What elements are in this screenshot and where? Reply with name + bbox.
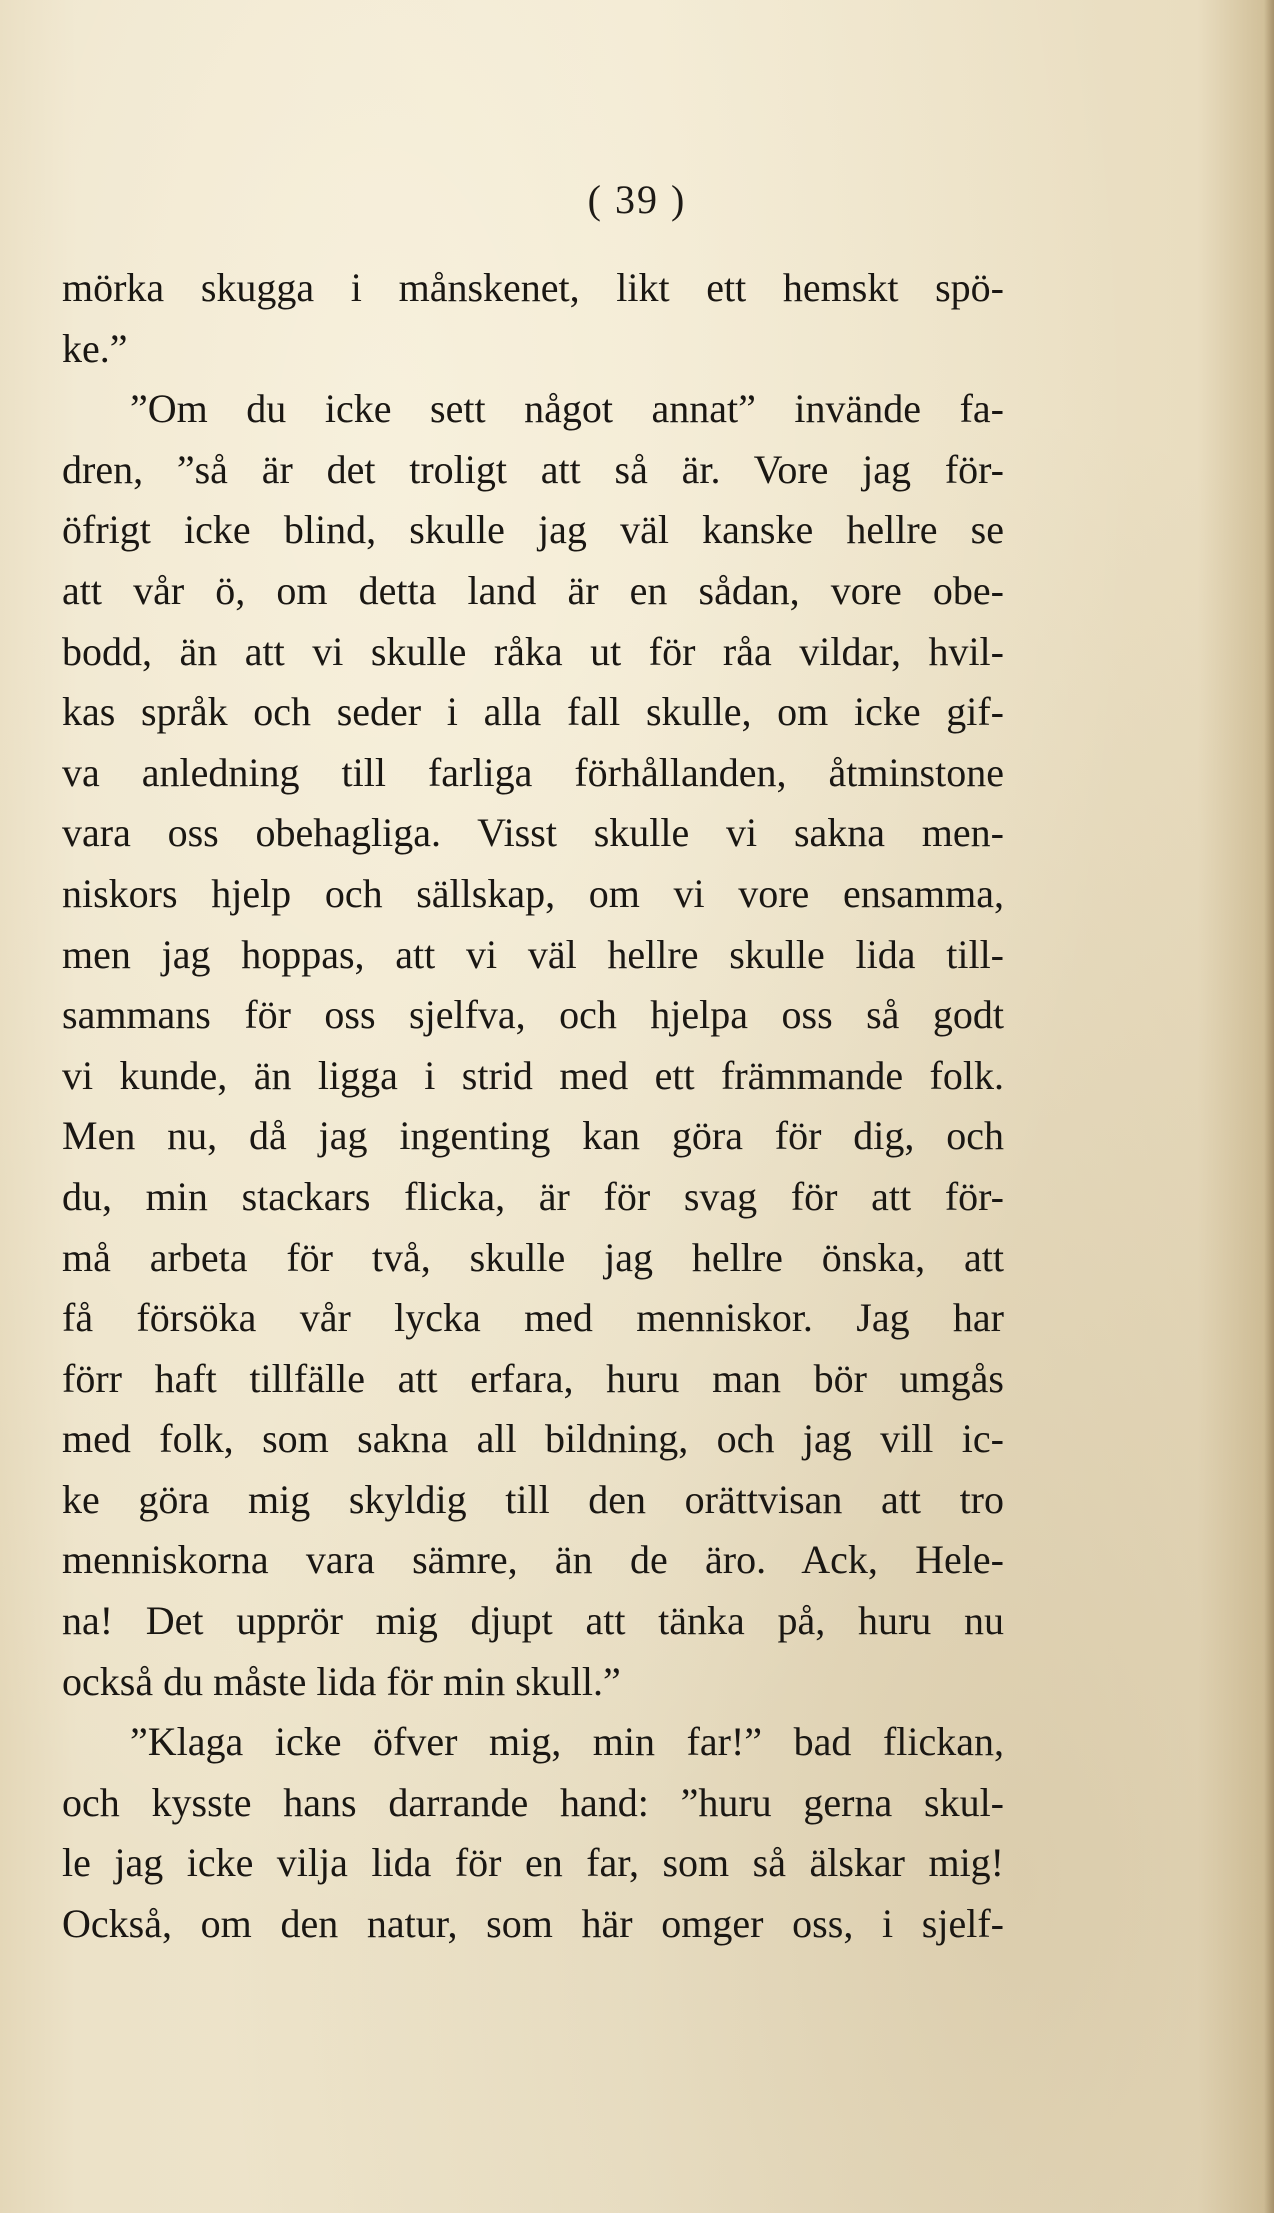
text-line: öfrigt icke blind, skulle jag väl kanske hellre se	[62, 507, 1004, 553]
text-line: ”Klaga icke öfver mig, min far!” bad flickan,	[130, 1719, 1004, 1765]
text-line: kas språk och seder i alla fall skulle, om icke gif-	[62, 689, 1004, 735]
text-line: med folk, som sakna all bildning, och jag vill ic-	[62, 1416, 1004, 1462]
text-line: förr haft tillfälle att erfara, huru man bör umgås	[62, 1355, 1004, 1401]
text-line: Men nu, då jag ingenting kan göra för dig, och	[62, 1113, 1004, 1159]
text-line: vara oss obehagliga. Visst skulle vi sakna men-	[62, 810, 1004, 856]
text-line: må arbeta för två, skulle jag hellre önska, att	[62, 1234, 1004, 1280]
text-line: dren, ”så är det troligt att så är. Vore jag för-	[62, 446, 1004, 492]
text-line: ke.”	[62, 325, 128, 371]
text-line: niskors hjelp och sällskap, om vi vore ensamma,	[62, 870, 1004, 916]
text-line: du, min stackars flicka, är för svag för att för-	[62, 1173, 1004, 1219]
text-line: sammans för oss sjelfva, och hjelpa oss så godt	[62, 992, 1004, 1038]
text-line: att vår ö, om detta land är en sådan, vore obe-	[62, 567, 1004, 613]
text-line: na! Det upprör mig djupt att tänka på, huru nu	[62, 1598, 1004, 1644]
text-line: vi kunde, än ligga i strid med ett främmande folk.	[62, 1052, 1004, 1098]
text-line: menniskorna vara sämre, än de äro. Ack, Hele-	[62, 1537, 1004, 1583]
text-line: mörka skugga i månskenet, likt ett hemskt spö-	[62, 265, 1004, 310]
text-line: också du måste lida för min skull.”	[62, 1658, 621, 1704]
body-text	[62, 258, 1004, 1955]
text-line: bodd, än att vi skulle råka ut för råa vildar, hvil-	[62, 628, 1004, 674]
page-number: ( 39 )	[587, 177, 687, 222]
page-binding-edge	[1264, 0, 1274, 2213]
text-line: Också, om den natur, som här omger oss, i sjelf-	[62, 1901, 1004, 1947]
text-line: le jag icke vilja lida för en far, som så älskar mig!	[62, 1840, 1004, 1886]
text-line: ke göra mig skyldig till den orättvisan att tro	[62, 1476, 1004, 1522]
text-line: och kysste hans darrande hand: ”huru gerna skul-	[62, 1779, 1004, 1825]
text-line: men jag hoppas, att vi väl hellre skulle lida till-	[62, 931, 1004, 977]
text-line: ”Om du icke sett något annat” invände fa-	[130, 386, 1004, 432]
text-line: få försöka vår lycka med menniskor. Jag har	[62, 1295, 1004, 1341]
text-line: va anledning till farliga förhållanden, åtminstone	[62, 749, 1004, 795]
